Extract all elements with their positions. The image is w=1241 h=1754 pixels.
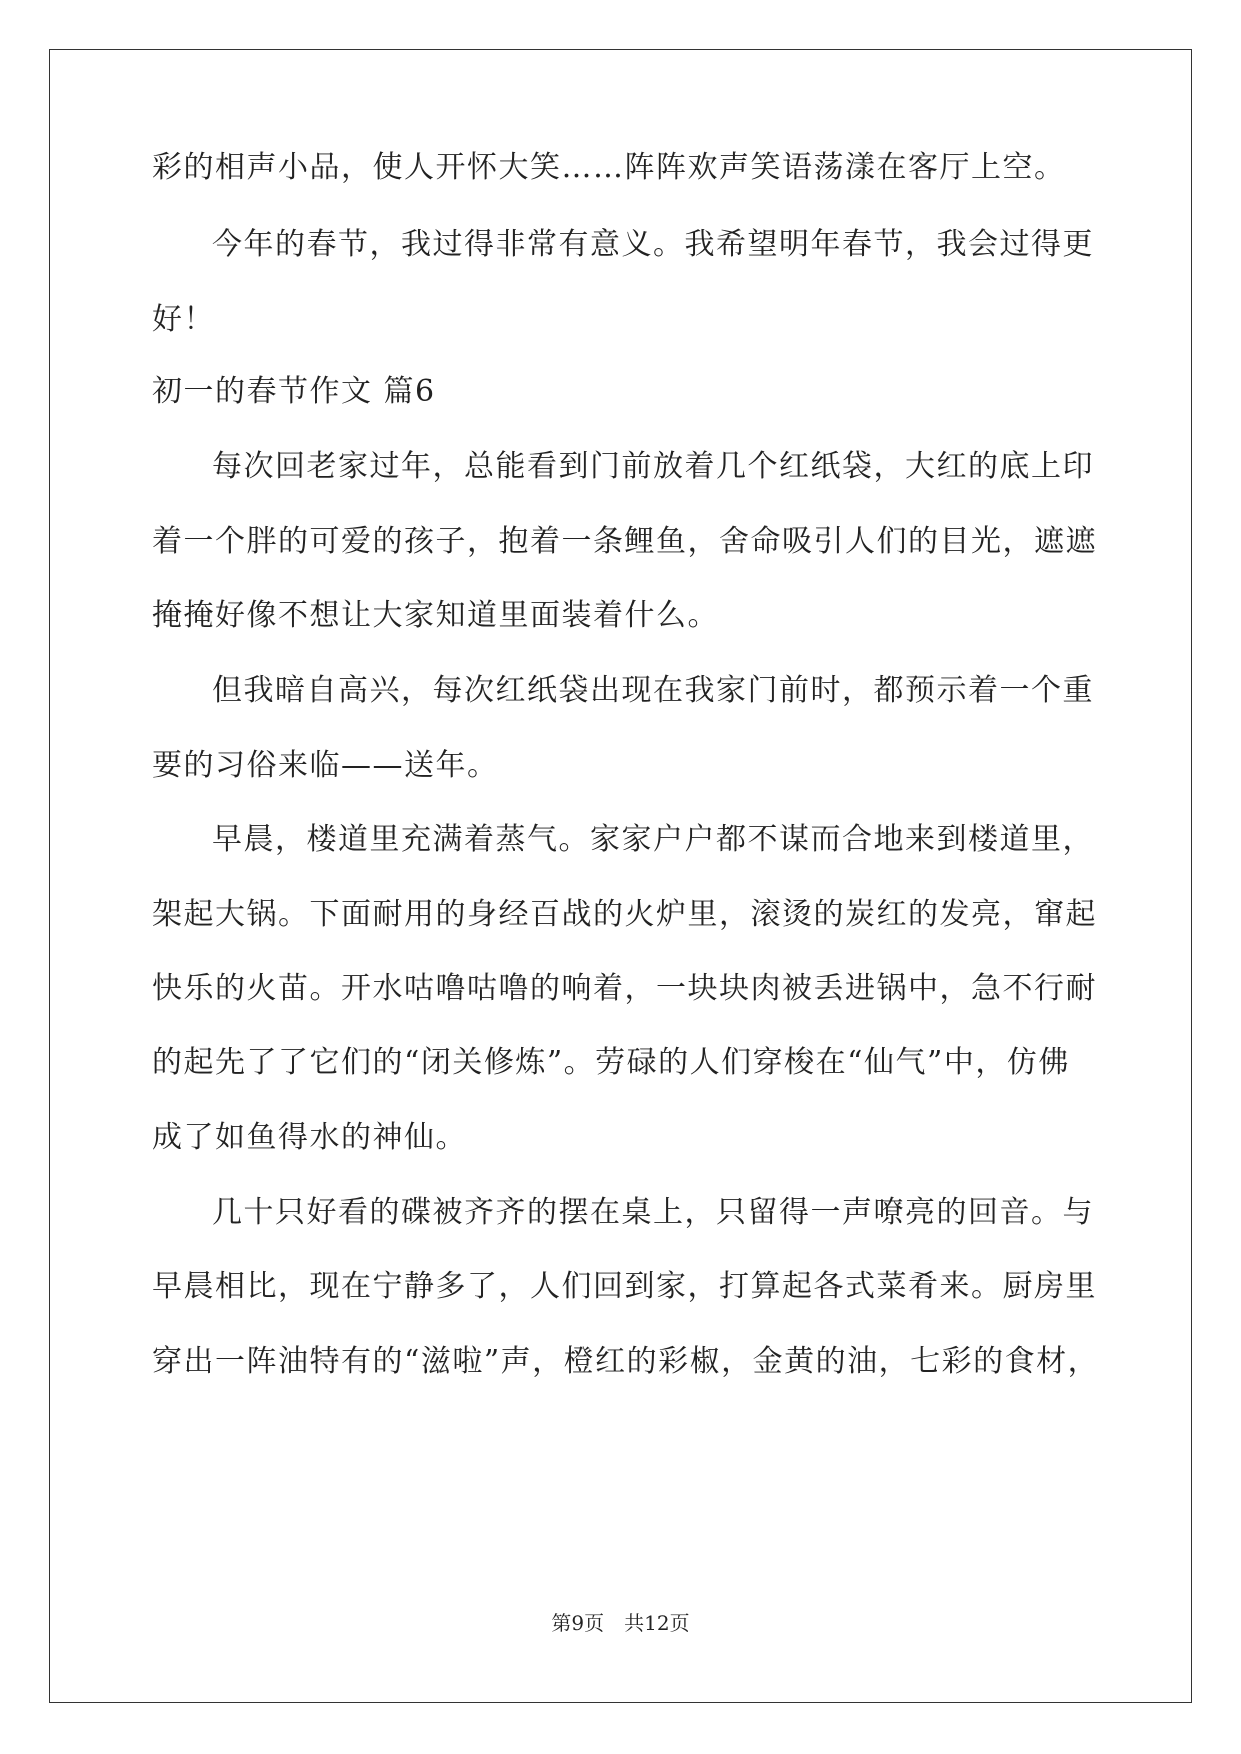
text-line: 几十只好看的碟被齐齐的摆在桌上，只留得一声嘹亮的回音。与 — [212, 1195, 1094, 1230]
page-number: 第9页 — [551, 1611, 605, 1635]
text-line: 掩掩好像不想让大家知道里面装着什么。 — [152, 598, 719, 633]
text-line: 穿出一阵油特有的“滋啦”声，橙红的彩椒，金黄的油，七彩的食材， — [152, 1344, 1100, 1379]
page-total: 共12页 — [624, 1611, 690, 1635]
text-line: 早晨，楼道里充满着蒸气。家家户户都不谋而合地来到楼道里， — [212, 822, 1094, 857]
text-line: 好！ — [152, 302, 215, 337]
text-line: 今年的春节，我过得非常有意义。我希望明年春节，我会过得更 — [212, 227, 1094, 262]
text-line: 要的习俗来临——送年。 — [152, 748, 499, 783]
text-line: 着一个胖的可爱的孩子，抱着一条鲤鱼，舍命吸引人们的目光，遮遮 — [152, 524, 1097, 559]
page-border — [49, 49, 1192, 1703]
page-footer — [0, 1609, 1241, 1637]
text-line: 早晨相比，现在宁静多了，人们回到家，打算起各式菜肴来。厨房里 — [152, 1269, 1097, 1304]
text-line: 成了如鱼得水的神仙。 — [152, 1120, 467, 1155]
text-line: 但我暗自高兴，每次红纸袋出现在我家门前时，都预示着一个重 — [212, 673, 1094, 708]
text-line: 架起大锅。下面耐用的身经百战的火炉里，滚烫的炭红的发亮，窜起 — [152, 897, 1097, 932]
section-heading: 初一的春节作文 篇6 — [152, 374, 436, 409]
text-line: 彩的相声小品，使人开怀大笑……阵阵欢声笑语荡漾在客厅上空。 — [152, 150, 1066, 185]
text-line: 的起先了了它们的“闭关修炼”。劳碌的人们穿梭在“仙气”中，仿佛 — [152, 1045, 1070, 1080]
text-line: 每次回老家过年，总能看到门前放着几个红纸袋，大红的底上印 — [212, 449, 1094, 484]
text-line: 快乐的火苗。开水咕噜咕噜的响着，一块块肉被丢进锅中，急不行耐 — [152, 971, 1097, 1006]
